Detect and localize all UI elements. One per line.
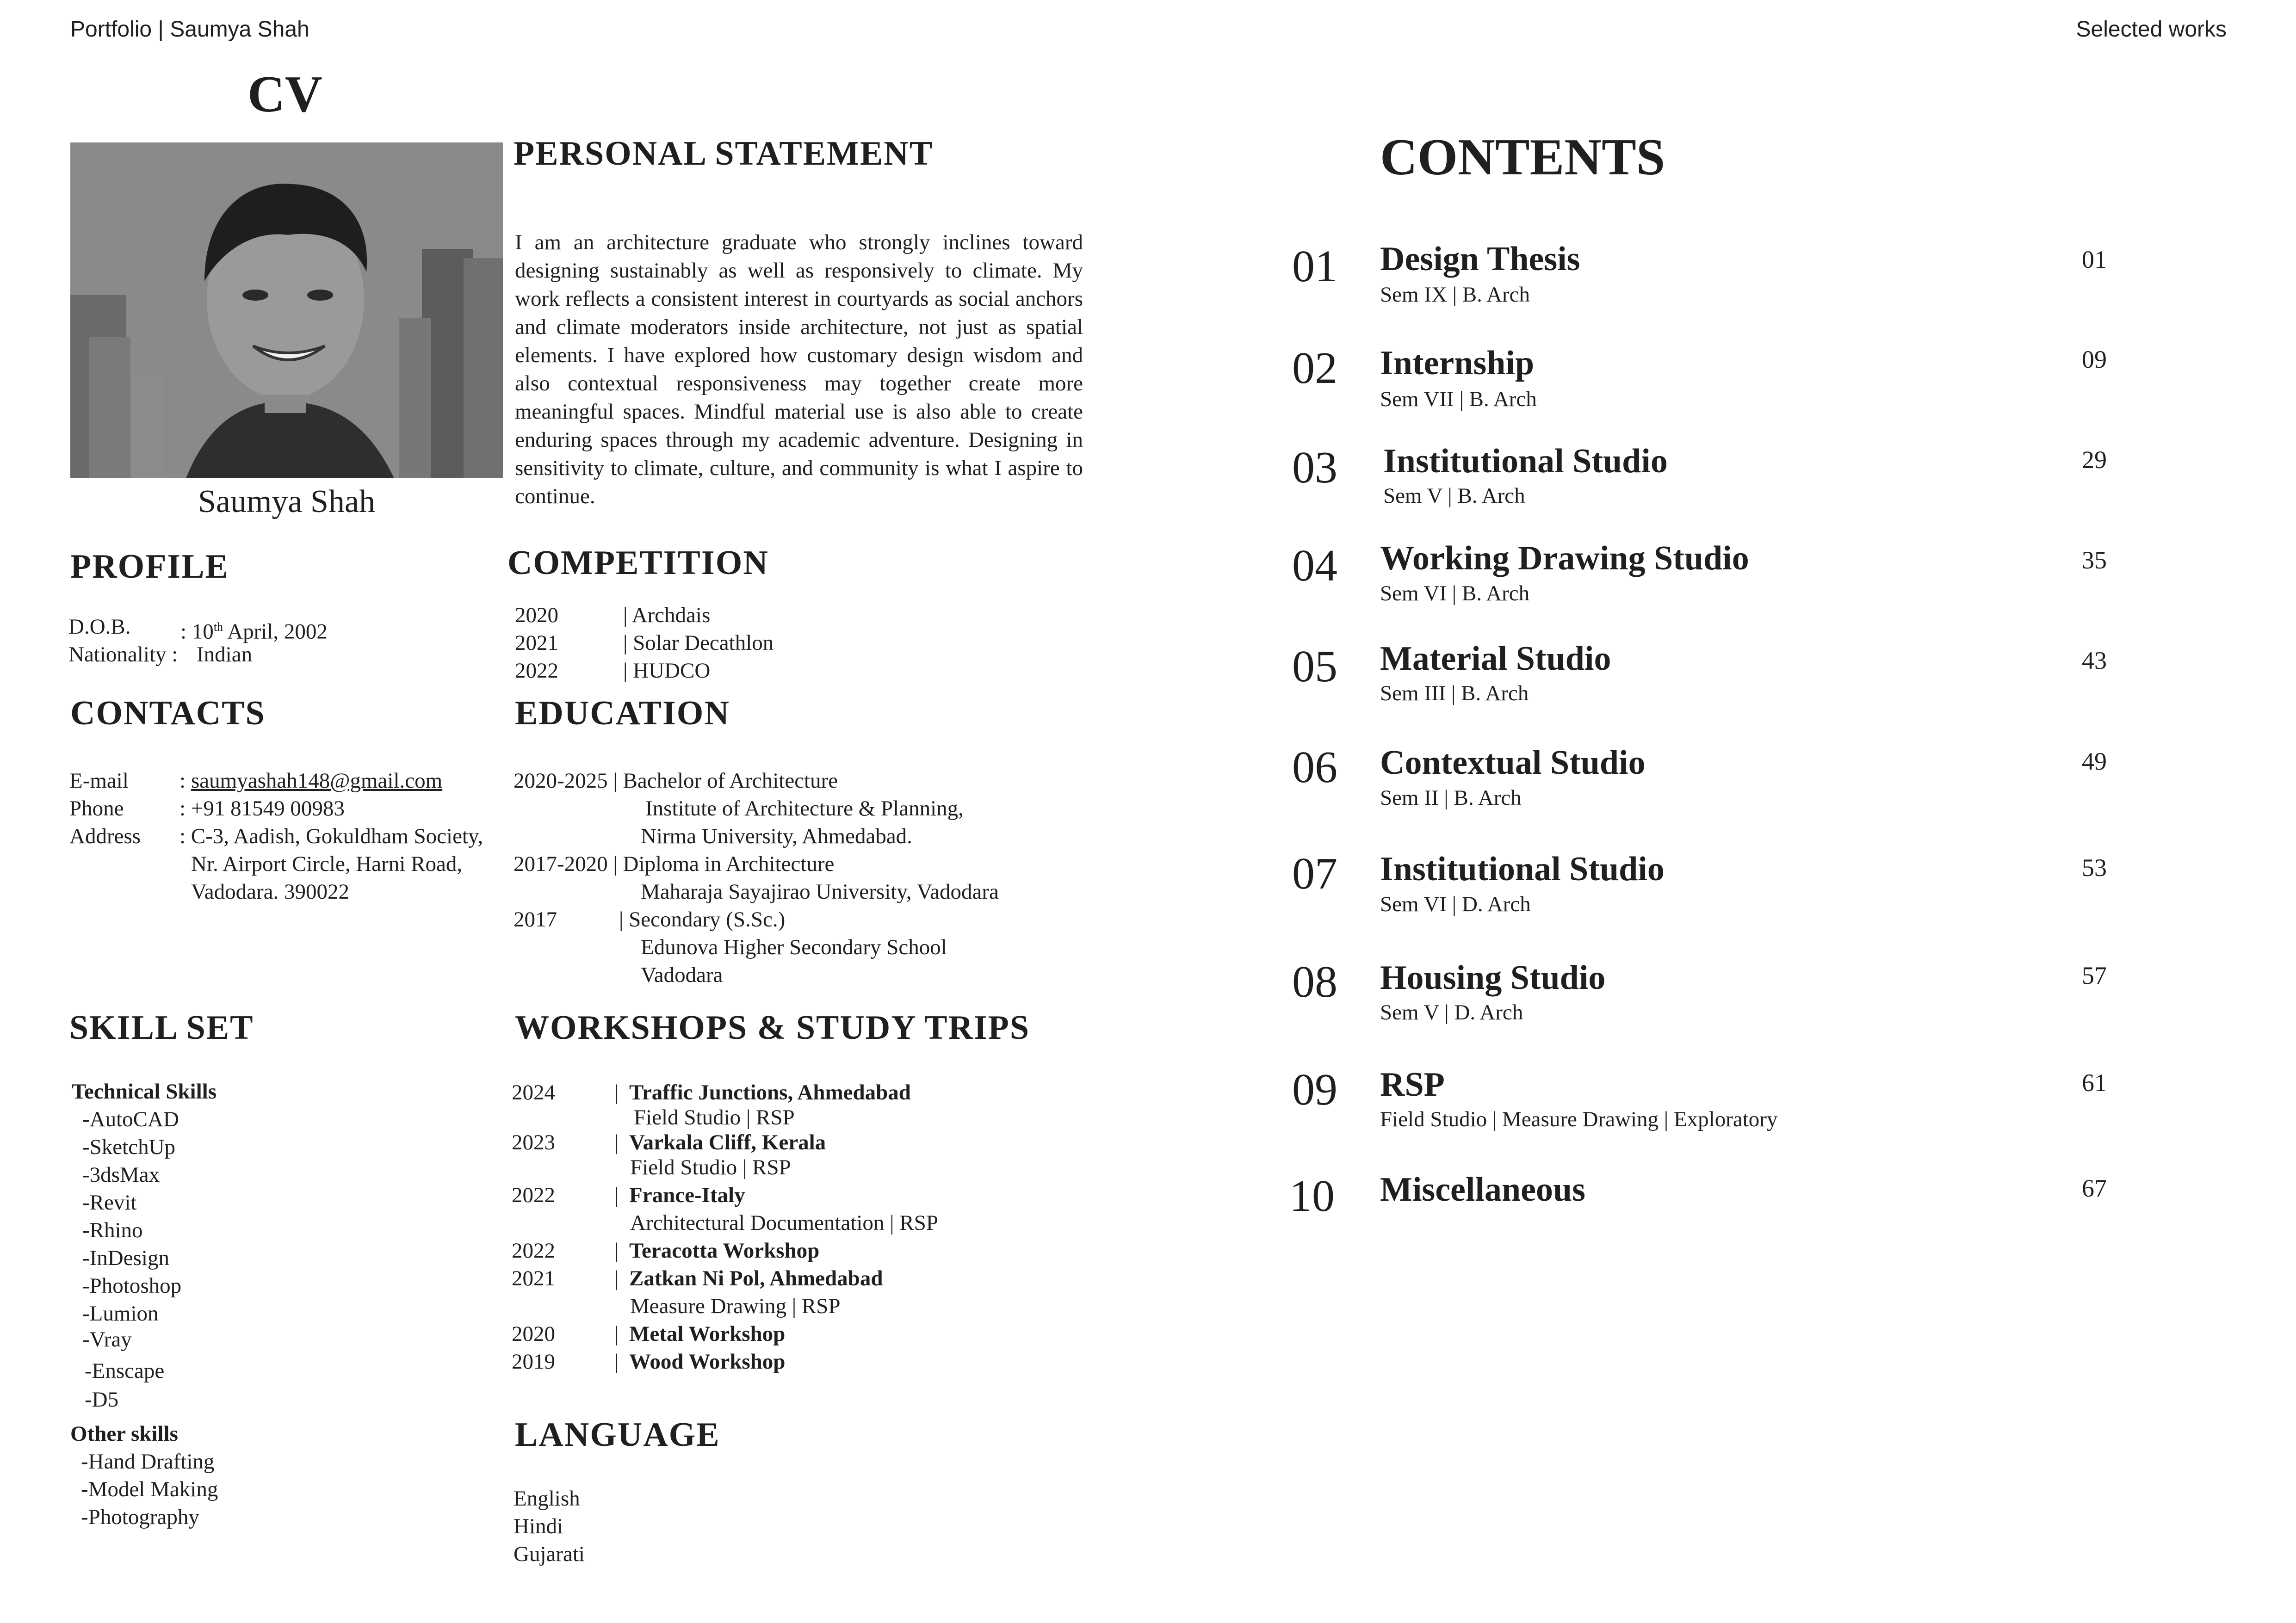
skill-item: -AutoCAD (82, 1107, 179, 1131)
contents-number: 03 (1292, 443, 1337, 493)
address-line-2: Nr. Airport Circle, Harni Road, (191, 852, 463, 876)
language-heading: LANGUAGE (515, 1416, 720, 1454)
skill-item: -D5 (85, 1388, 119, 1412)
contents-title: Institutional Studio (1380, 850, 1665, 888)
contents-page: 67 (2082, 1174, 2107, 1202)
skill-item: -Hand Drafting (81, 1450, 215, 1474)
workshop-sep: | (614, 1080, 619, 1105)
workshops-heading: WORKSHOPS & STUDY TRIPS (515, 1009, 1030, 1047)
workshop-sep: | (614, 1130, 619, 1154)
contents-title: Miscellaneous (1380, 1171, 1585, 1209)
skill-item: -Photoshop (82, 1274, 182, 1298)
profile-photo (70, 142, 503, 478)
contents-title: Material Studio (1380, 640, 1611, 678)
language-item: English (514, 1487, 580, 1511)
contacts-heading: CONTACTS (70, 694, 266, 732)
skill-item: -Enscape (85, 1359, 165, 1383)
language-item: Hindi (514, 1514, 563, 1538)
contents-title: Contextual Studio (1380, 744, 1646, 782)
contents-page: 53 (2082, 854, 2107, 882)
workshop-sub: Field Studio | RSP (630, 1155, 791, 1179)
workshop-sub: Architectural Documentation | RSP (630, 1211, 938, 1235)
education-line: Maharaja Sayajirao University, Vadodara (641, 880, 999, 904)
address-label: Address (69, 824, 141, 848)
contents-number: 06 (1292, 742, 1337, 792)
workshop-year: 2022 (512, 1183, 555, 1207)
profile-heading: PROFILE (70, 548, 229, 586)
dob-value: : 10th April, 2002 (180, 619, 328, 644)
contents-subtitle: Sem V | B. Arch (1383, 484, 1525, 508)
contents-heading: CONTENTS (1380, 129, 1665, 186)
contents-subtitle: Sem VI | B. Arch (1380, 581, 1530, 605)
workshop-year: 2019 (512, 1350, 555, 1374)
competition-year: 2020 (515, 603, 558, 627)
contents-number: 10 (1289, 1171, 1335, 1221)
contents-title: Internship (1380, 344, 1535, 382)
contents-subtitle: Sem II | B. Arch (1380, 786, 1522, 810)
contents-title: RSP (1380, 1066, 1445, 1104)
contents-page: 61 (2082, 1069, 2107, 1097)
contents-subtitle: Sem III | B. Arch (1380, 681, 1529, 705)
other-skills-heading: Other skills (70, 1422, 178, 1446)
portrait-image (70, 142, 503, 478)
technical-skills-heading: Technical Skills (72, 1080, 217, 1104)
workshop-year: 2020 (512, 1322, 555, 1346)
workshop-title: Varkala Cliff, Kerala (629, 1130, 826, 1154)
contents-subtitle: Sem V | D. Arch (1380, 1000, 1523, 1024)
competition-year: 2022 (515, 659, 558, 683)
workshop-sep: | (614, 1183, 619, 1207)
contents-number: 08 (1292, 957, 1337, 1007)
phone-label: Phone (69, 796, 124, 821)
workshop-sep: | (614, 1322, 619, 1346)
workshop-year: 2024 (512, 1080, 555, 1105)
contents-number: 01 (1292, 241, 1337, 291)
skills-heading: SKILL SET (69, 1009, 254, 1047)
header-right: Selected works (2076, 17, 2227, 42)
workshop-title: Wood Workshop (629, 1350, 786, 1374)
person-name: Saumya Shah (198, 484, 376, 519)
workshop-year: 2023 (512, 1130, 555, 1154)
address-line-3: Vadodara. 390022 (191, 880, 349, 904)
education-year: 2017 (514, 907, 557, 932)
workshop-sub: Field Studio | RSP (634, 1105, 795, 1129)
contents-number: 04 (1292, 541, 1337, 591)
workshop-sep: | (614, 1266, 619, 1290)
email-link[interactable]: saumyashah148@gmail.com (191, 769, 443, 793)
contents-page: 57 (2082, 962, 2107, 989)
education-line: 2017-2020 | Diploma in Architecture (514, 852, 835, 876)
contents-title: Institutional Studio (1383, 442, 1668, 480)
contents-page: 35 (2082, 546, 2107, 574)
competition-name: | HUDCO (623, 659, 711, 683)
workshop-title: Traffic Junctions, Ahmedabad (629, 1080, 911, 1105)
address-line-1: : C-3, Aadish, Gokuldham Society, (179, 824, 483, 848)
contents-page: 29 (2082, 446, 2107, 474)
competition-heading: COMPETITION (507, 544, 769, 582)
education-line: Vadodara (641, 963, 723, 987)
skill-item: -Model Making (81, 1477, 218, 1501)
contents-number: 09 (1292, 1065, 1337, 1115)
competition-year: 2021 (515, 631, 558, 655)
contents-page: 43 (2082, 647, 2107, 674)
nationality-value: Indian (197, 642, 253, 666)
workshop-title: Zatkan Ni Pol, Ahmedabad (629, 1266, 883, 1290)
contents-title: Working Drawing Studio (1380, 539, 1749, 577)
contents-page: 49 (2082, 747, 2107, 775)
education-line: Edunova Higher Secondary School (641, 935, 947, 959)
contents-title: Design Thesis (1380, 240, 1580, 278)
education-line: 2020-2025 | Bachelor of Architecture (514, 769, 838, 793)
education-line: Institute of Architecture & Planning, (645, 796, 964, 821)
contents-number: 02 (1292, 343, 1337, 393)
workshop-title: Metal Workshop (629, 1322, 786, 1346)
phone-value: : +91 81549 00983 (179, 796, 345, 821)
contents-number: 05 (1292, 642, 1337, 691)
workshop-sep: | (614, 1239, 619, 1263)
contents-subtitle: Sem VII | B. Arch (1380, 387, 1537, 411)
workshop-sep: | (614, 1350, 619, 1374)
skill-item: -Lumion (82, 1302, 159, 1326)
email-label: E-mail (69, 769, 129, 793)
contents-title: Housing Studio (1380, 959, 1606, 997)
education-heading: EDUCATION (515, 694, 730, 732)
contents-page: 09 (2082, 346, 2107, 373)
skill-item: -SketchUp (82, 1135, 176, 1159)
workshop-title: France-Italy (629, 1183, 745, 1207)
skill-item: -Photography (81, 1505, 199, 1529)
language-item: Gujarati (514, 1542, 585, 1566)
workshop-year: 2021 (512, 1266, 555, 1290)
skill-item: -Revit (82, 1191, 137, 1215)
contents-subtitle: Field Studio | Measure Drawing | Exploratory (1380, 1107, 1778, 1131)
education-line: Nirma University, Ahmedabad. (641, 824, 912, 848)
workshop-sub: Measure Drawing | RSP (630, 1294, 841, 1318)
competition-name: | Solar Decathlon (623, 631, 774, 655)
skill-item: -Vray (82, 1327, 132, 1351)
skill-item: -Rhino (82, 1218, 143, 1242)
statement-heading: PERSONAL STATEMENT (514, 135, 934, 173)
email-sep: : (179, 769, 186, 793)
nationality-label: Nationality : (68, 642, 178, 666)
contents-subtitle: Sem IX | B. Arch (1380, 283, 1530, 307)
statement-text: I am an architecture graduate who strongly inclines toward designing sustainably as well as responsively to climate. My work reflects a consistent interest in courtyards as social anchors and climate moderators inside architecture, not just as spatial elements. I have explored how customary design wisdom and also contextual responsiveness may together create more meaningful spaces. Mindful material use is also able to create enduring spaces through my academic adventure. Designing in sensitivity to climate, culture, and community is what I aspire to continue. (515, 230, 1083, 508)
skill-item: -3dsMax (82, 1163, 160, 1187)
contents-page: 01 (2082, 246, 2107, 273)
header-left: Portfolio | Saumya Shah (70, 17, 309, 42)
cv-title: CV (248, 66, 322, 123)
education-line: | Secondary (S.Sc.) (619, 907, 786, 932)
workshop-title: Teracotta Workshop (629, 1239, 820, 1263)
skill-item: -InDesign (82, 1246, 169, 1270)
workshop-year: 2022 (512, 1239, 555, 1263)
competition-name: | Archdais (623, 603, 711, 627)
contents-subtitle: Sem VI | D. Arch (1380, 892, 1531, 916)
dob-label: D.O.B. (68, 615, 131, 639)
contents-number: 07 (1292, 849, 1337, 899)
